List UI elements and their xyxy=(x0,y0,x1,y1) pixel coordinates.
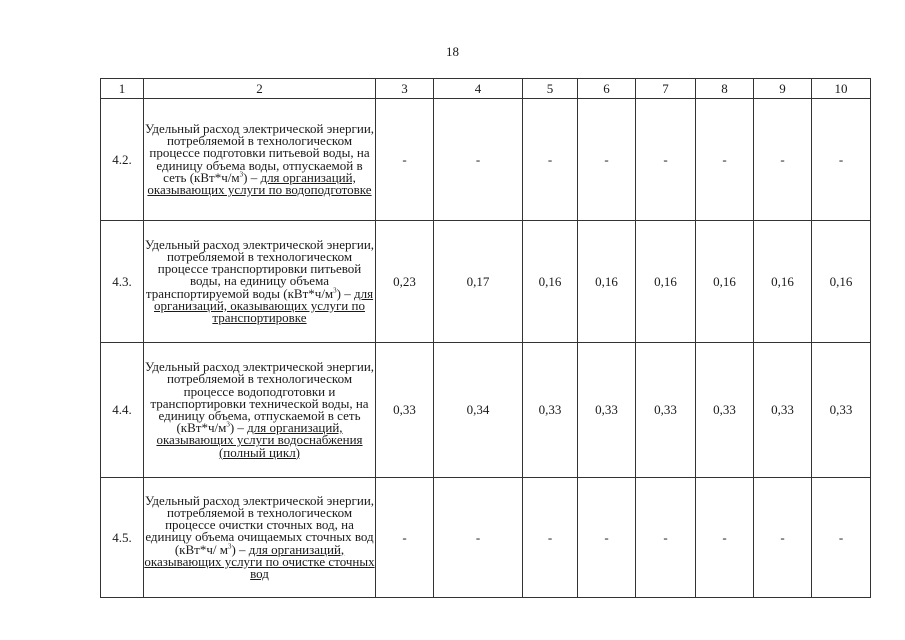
row-description xyxy=(144,221,376,343)
value-cell: 0,34 xyxy=(434,343,523,478)
description-text: Удельный расход электрической энергии, потребляемой в технологическом процессе транспортировки питьевой воды, на единицу объема транспортируемой воды (кВт*ч/м xyxy=(144,236,375,301)
description-text: Удельный расход электрической энергии, потребляемой в технологическом процессе водоподготовки и транспортировки технической воды, на единицу объема, отпускаемой в сеть (кВт*ч/м xyxy=(144,359,375,436)
value-cell: - xyxy=(523,478,578,598)
table-row xyxy=(101,221,871,343)
row-description xyxy=(144,478,376,598)
value-cell: 0,33 xyxy=(376,343,434,478)
value-cell: 0,33 xyxy=(754,343,812,478)
table-row xyxy=(101,99,871,221)
description-text-after: ) – xyxy=(229,420,244,436)
description-underlined: для организаций, оказывающих услуги водоснабжения (полный цикл) xyxy=(156,420,363,460)
row-number: 4.4. xyxy=(101,343,144,478)
value-cell: - xyxy=(578,478,636,598)
value-cell: - xyxy=(434,478,523,598)
description-underlined: для организаций, оказывающих услуги по транспортировке xyxy=(154,285,374,325)
header-cell: 9 xyxy=(754,79,812,99)
value-cell: - xyxy=(376,478,434,598)
value-cell: - xyxy=(812,478,871,598)
value-cell: 0,33 xyxy=(578,343,636,478)
header-cell: 8 xyxy=(696,79,754,99)
header-cell: 7 xyxy=(636,79,696,99)
description-text: Удельный расход электрической энергии, потребляемой в технологическом процессе подготовки питьевой воды, на единицу объема воды, отпускаемой в сеть (кВт*ч/м xyxy=(144,120,375,185)
value-cell: 0,33 xyxy=(636,343,696,478)
row-number: 4.5. xyxy=(101,478,144,598)
superscript: 3 xyxy=(239,170,244,179)
value-cell: - xyxy=(578,99,636,221)
table-row xyxy=(101,343,871,478)
row-description xyxy=(144,99,376,221)
header-cell: 2 xyxy=(144,79,376,99)
value-cell: 0,16 xyxy=(812,221,871,343)
value-cell: 0,17 xyxy=(434,221,523,343)
indicator-table xyxy=(100,78,871,598)
superscript: 3 xyxy=(227,542,232,551)
header-cell: 4 xyxy=(434,79,523,99)
header-cell: 1 xyxy=(101,79,144,99)
value-cell: 0,16 xyxy=(754,221,812,343)
value-cell: 0,16 xyxy=(523,221,578,343)
value-cell: 0,33 xyxy=(523,343,578,478)
value-cell: - xyxy=(523,99,578,221)
value-cell: - xyxy=(376,99,434,221)
row-description xyxy=(144,343,376,478)
value-cell: 0,16 xyxy=(636,221,696,343)
value-cell: 0,33 xyxy=(812,343,871,478)
value-cell: - xyxy=(696,99,754,221)
description-text-after: ) – xyxy=(336,285,351,301)
row-number: 4.3. xyxy=(101,221,144,343)
value-cell: - xyxy=(434,99,523,221)
header-cell: 6 xyxy=(578,79,636,99)
value-cell: - xyxy=(754,99,812,221)
header-cell: 10 xyxy=(812,79,871,99)
header-cell: 5 xyxy=(523,79,578,99)
table-header-row xyxy=(101,79,871,99)
value-cell: - xyxy=(636,99,696,221)
superscript: 3 xyxy=(226,420,230,429)
page-number: 18 xyxy=(446,44,459,59)
value-cell: 0,16 xyxy=(578,221,636,343)
description-text-after: ) – xyxy=(231,541,246,557)
description-underlined: для организаций, оказывающих услуги по водоподготовке xyxy=(147,169,372,197)
description-underlined: для организаций, оказывающих услуги по очистке сточных вод xyxy=(144,541,375,581)
header-cell: 3 xyxy=(376,79,434,99)
table-row xyxy=(101,478,871,598)
row-number: 4.2. xyxy=(101,99,144,221)
description-text: Удельный расход электрической энергии, потребляемой в технологическом процессе очистки сточных вод, на единицу объема очищаемых сточных вод (кВт*ч/ м xyxy=(144,492,375,557)
value-cell: 0,16 xyxy=(696,221,754,343)
value-cell: - xyxy=(696,478,754,598)
value-cell: - xyxy=(812,99,871,221)
superscript: 3 xyxy=(333,286,337,295)
value-cell: 0,23 xyxy=(376,221,434,343)
value-cell: - xyxy=(754,478,812,598)
value-cell: - xyxy=(636,478,696,598)
value-cell: 0,33 xyxy=(696,343,754,478)
description-text-after: ) – xyxy=(243,169,258,185)
